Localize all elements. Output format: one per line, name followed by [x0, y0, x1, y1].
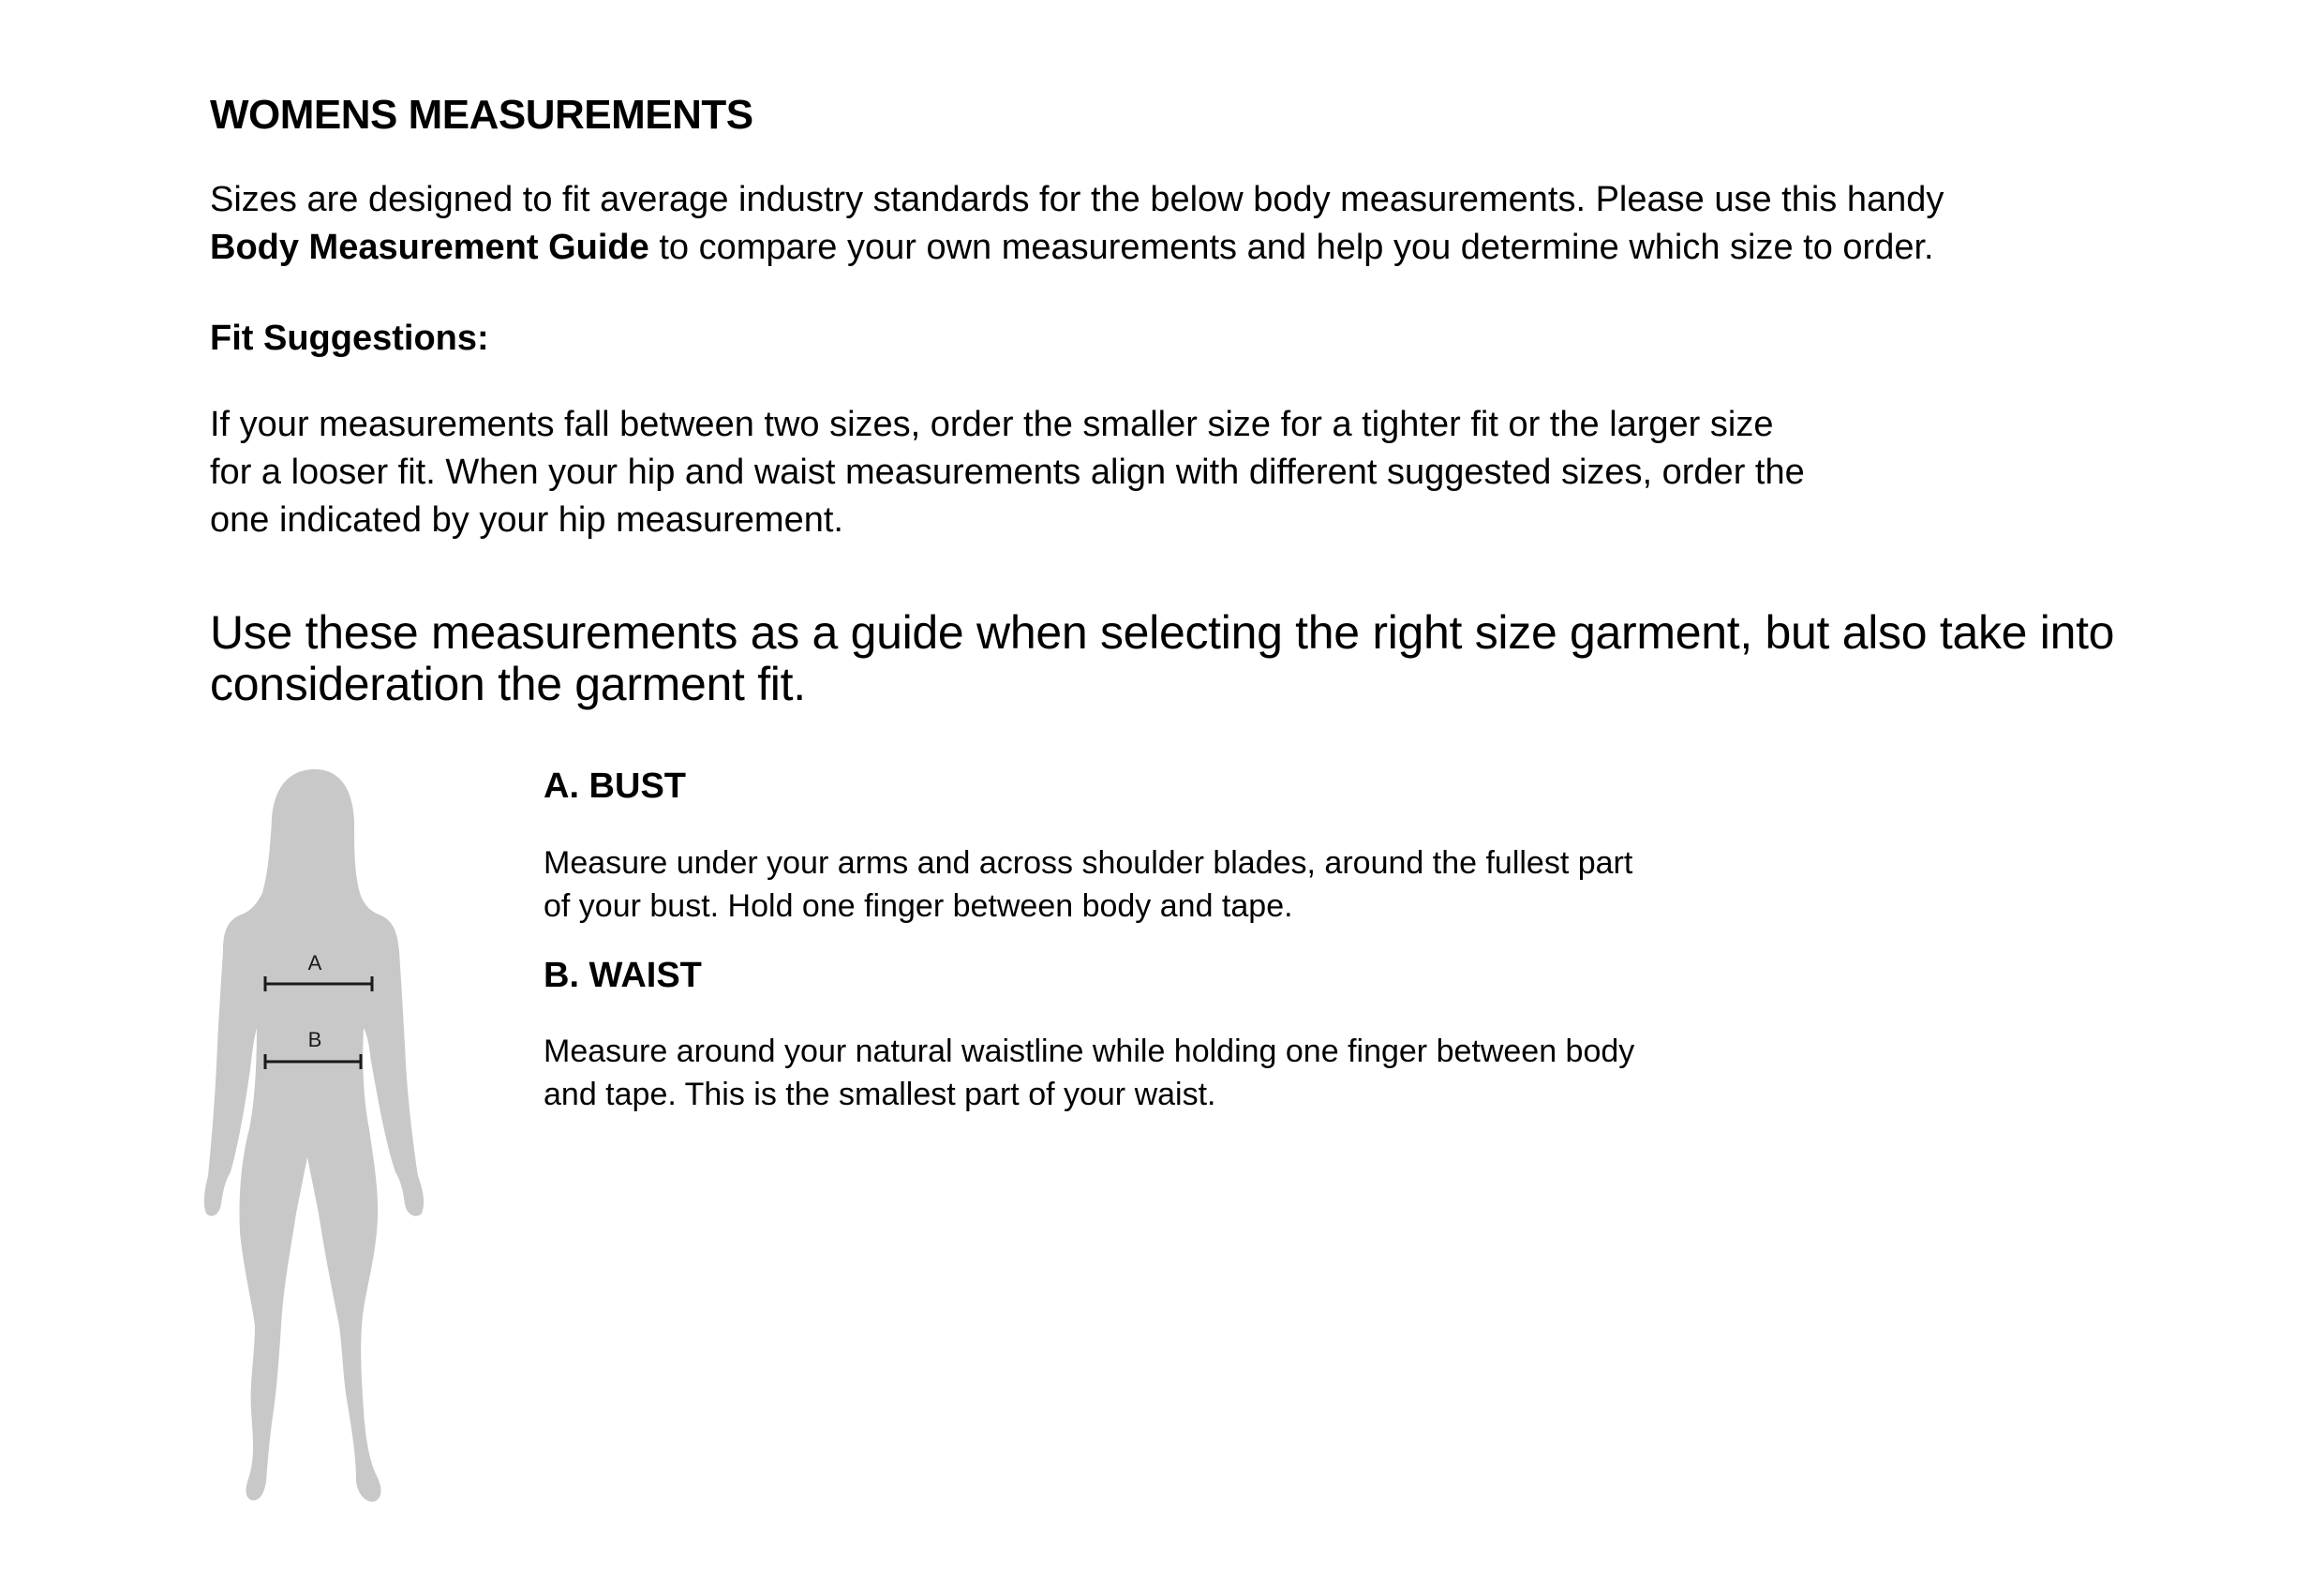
waist-marker-label: B — [307, 1028, 322, 1051]
woman-silhouette-icon — [202, 764, 427, 1513]
guide-note — [210, 607, 2114, 710]
bust-line-1: Measure under your arms and across shoulder blades, around the fullest part — [544, 845, 1633, 881]
intro-paragraph — [210, 176, 1944, 272]
fit-line-2: for a looser fit. When your hip and waist measurements align with different suggested sizes, order the — [210, 453, 1805, 492]
bust-heading: A. BUST — [544, 766, 686, 806]
page-title: WOMENS MEASUREMENTS — [210, 92, 753, 138]
fit-line-3: one indicated by your hip measurement. — [210, 500, 843, 540]
silhouette-body — [204, 769, 424, 1502]
waist-line-1: Measure around your natural waistline while holding one finger between body — [544, 1034, 1635, 1069]
bust-description — [544, 841, 1632, 928]
woman-silhouette-figure — [202, 764, 427, 1513]
fit-suggestions-text — [210, 401, 1805, 544]
intro-line-2-text: to compare your own measurements and help you determine which size to order. — [648, 228, 1934, 267]
body-measurement-guide-label: Body Measurement Guide — [210, 228, 649, 267]
guide-note-line-2: consideration the garment fit. — [210, 658, 806, 710]
waist-heading: B. WAIST — [544, 956, 702, 995]
waist-description — [544, 1030, 1634, 1116]
bust-marker-label: A — [307, 951, 322, 974]
intro-line-1: Sizes are designed to fit average industry standards for the below body measurements. Please use this handy — [210, 180, 1944, 219]
bust-line-2: of your bust. Hold one finger between body and tape. — [544, 888, 1293, 924]
intro-line-2 — [210, 224, 1944, 272]
fit-suggestions-heading: Fit Suggestions: — [210, 319, 489, 358]
guide-note-line-1: Use these measurements as a guide when selecting the right size garment, but also take into — [210, 606, 2115, 659]
waist-line-2: and tape. This is the smallest part of your waist. — [544, 1077, 1216, 1112]
fit-line-1: If your measurements fall between two sizes, order the smaller size for a tighter fit or the larger size — [210, 405, 1774, 444]
